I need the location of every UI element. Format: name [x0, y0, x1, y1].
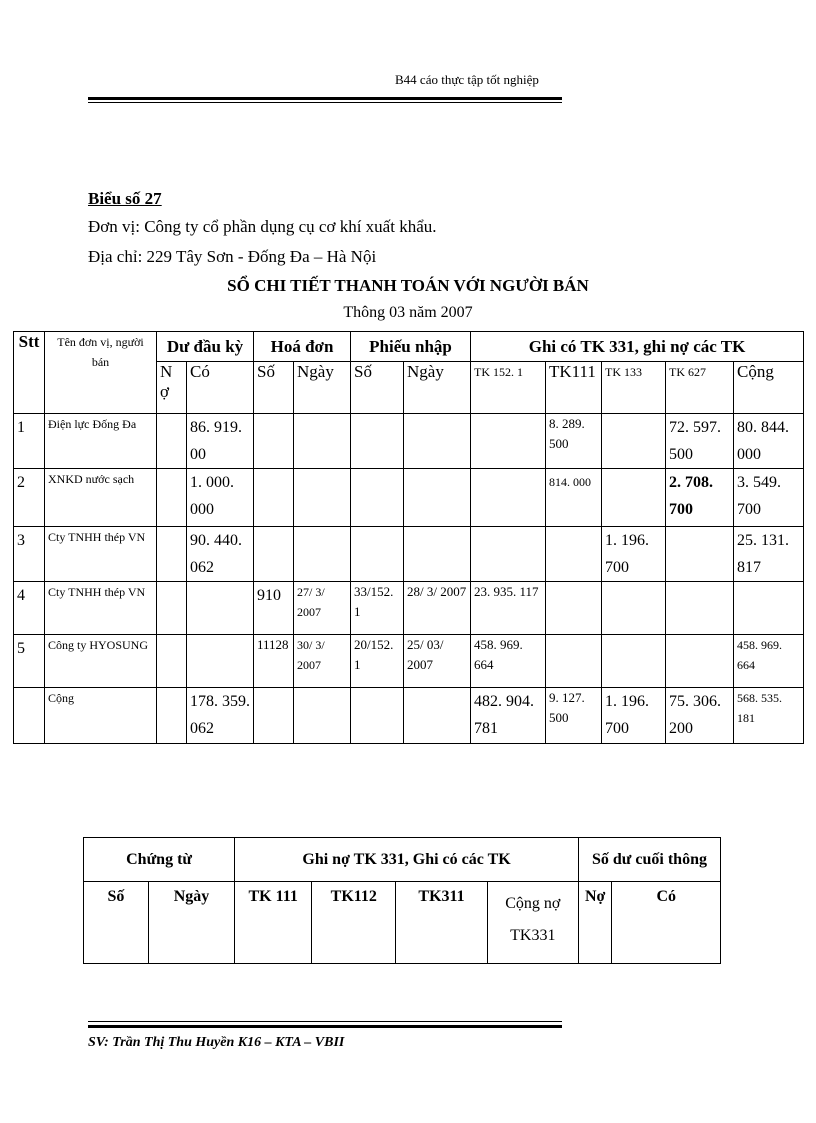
row-cong: 3. 549. 700 — [734, 469, 804, 527]
row-ngay-invoice — [294, 469, 351, 527]
row-tk152: 482. 904. 781 — [471, 688, 546, 744]
row-ngay-receipt: 28/ 3/ 2007 — [404, 582, 471, 635]
row-tk133 — [602, 414, 666, 469]
row-tk111 — [546, 635, 602, 688]
row-ngay-invoice — [294, 688, 351, 744]
footer-rule-thin — [88, 1021, 562, 1022]
col-stt: Stt — [14, 332, 45, 414]
company-address: Địa chỉ: 229 Tây Sơn - Đống Đa – Hà Nội — [88, 247, 377, 266]
row-name: Công ty HYOSUNG — [45, 635, 157, 688]
table-row — [14, 469, 804, 527]
row-co: 1. 000. 000 — [187, 469, 254, 527]
row-so-receipt — [351, 688, 404, 744]
row-ngay-invoice — [294, 414, 351, 469]
row-name: XNKD nước sạch — [45, 469, 157, 527]
col-cong-no — [487, 882, 578, 964]
row-tk627: 2. 708. 700 — [666, 469, 734, 527]
col-invoice: Hoá đơn — [254, 332, 351, 362]
row-cong — [734, 582, 804, 635]
footer-author: SV: Trần Thị Thu Huyền K16 – KTA – VBII — [88, 1035, 345, 1050]
row-ngay-invoice: 27/ 3/ 2007 — [294, 582, 351, 635]
col-co: Có — [612, 882, 721, 964]
row-tk111: 8. 289. 500 — [546, 414, 602, 469]
row-cong: 25. 131. 817 — [734, 527, 804, 582]
row-tk152: 23. 935. 117 — [471, 582, 546, 635]
debit-summary-table — [83, 837, 721, 964]
row-tk133: 1. 196. 700 — [602, 527, 666, 582]
row-so-invoice — [254, 469, 294, 527]
row-ngay-receipt — [404, 527, 471, 582]
col-ngay-receipt: Ngày — [404, 362, 471, 414]
row-co — [187, 635, 254, 688]
row-stt: 4 — [14, 582, 45, 635]
row-tk133: 1. 196. 700 — [602, 688, 666, 744]
col-supplier: Tên đơn vị, người bán — [45, 332, 157, 414]
row-so-receipt — [351, 414, 404, 469]
row-tk111 — [546, 527, 602, 582]
row-cong: 80. 844. 000 — [734, 414, 804, 469]
row-so-receipt: 33/152. 1 — [351, 582, 404, 635]
col-no: Nợ — [578, 882, 611, 964]
row-so-receipt — [351, 469, 404, 527]
row-cong: 568. 535. 181 — [734, 688, 804, 744]
summary-header-row — [84, 838, 721, 882]
row-so-receipt: 20/152. 1 — [351, 635, 404, 688]
col-tk152: TK 152. 1 — [471, 362, 546, 414]
table-row-total — [14, 688, 804, 744]
col-tk112: TK112 — [312, 882, 396, 964]
ledger-period: Thông 03 năm 2007 — [343, 304, 473, 321]
row-stt: 1 — [14, 414, 45, 469]
row-ngay-receipt — [404, 469, 471, 527]
row-so-invoice: 11128 — [254, 635, 294, 688]
col-tk311: TK311 — [396, 882, 487, 964]
row-name: Cty TNHH thép VN — [45, 527, 157, 582]
row-tk627 — [666, 635, 734, 688]
row-tk627: 72. 597. 500 — [666, 414, 734, 469]
row-stt: 2 — [14, 469, 45, 527]
col-debit331: Ghi nợ TK 331, Ghi có các TK — [235, 838, 579, 882]
row-tk133 — [602, 469, 666, 527]
col-cong: Cộng — [734, 362, 804, 414]
report-header-title: B44 cáo thực tập tốt nghiệp — [395, 72, 539, 87]
row-stt — [14, 688, 45, 744]
row-ngay-receipt: 25/ 03/ 2007 — [404, 635, 471, 688]
row-name: Cộng — [45, 688, 157, 744]
row-co — [187, 582, 254, 635]
supplier-ledger-table — [13, 331, 804, 744]
row-so-invoice — [254, 688, 294, 744]
col-tk111: TK111 — [546, 362, 602, 414]
ledger-title: SỔ CHI TIẾT THANH TOÁN VỚI NGƯỜI BÁN — [227, 276, 589, 295]
row-tk152 — [471, 469, 546, 527]
row-tk152 — [471, 414, 546, 469]
row-tk152: 458. 969. 664 — [471, 635, 546, 688]
col-so: Số — [84, 882, 149, 964]
row-no — [157, 527, 187, 582]
col-receipt: Phiếu nhập — [351, 332, 471, 362]
row-so-invoice — [254, 414, 294, 469]
table-row — [14, 582, 804, 635]
col-cong-no-line1: Cộng nợ — [505, 895, 561, 912]
table-row — [14, 414, 804, 469]
col-voucher: Chứng từ — [84, 838, 235, 882]
header-rule — [88, 97, 562, 100]
table-row — [14, 527, 804, 582]
row-tk133 — [602, 582, 666, 635]
row-no — [157, 582, 187, 635]
col-co: Có — [187, 362, 254, 414]
row-ngay-invoice — [294, 527, 351, 582]
col-cong-no-line2: TK331 — [510, 927, 556, 944]
row-tk627: 75. 306. 200 — [666, 688, 734, 744]
row-name: Cty TNHH thép VN — [45, 582, 157, 635]
col-so-receipt: Số — [351, 362, 404, 414]
row-co: 178. 359. 062 — [187, 688, 254, 744]
col-closing: Số dư cuối thông — [578, 838, 720, 882]
row-so-invoice — [254, 527, 294, 582]
row-cong: 458. 969. 664 — [734, 635, 804, 688]
row-no — [157, 688, 187, 744]
table-row — [14, 635, 804, 688]
footer-rule — [88, 1025, 562, 1028]
row-tk133 — [602, 635, 666, 688]
col-so-invoice: Số — [254, 362, 294, 414]
row-co: 86. 919. 00 — [187, 414, 254, 469]
col-no: N ợ — [157, 362, 187, 414]
row-no — [157, 635, 187, 688]
row-so-invoice: 910 — [254, 582, 294, 635]
company-unit: Đơn vị: Công ty cổ phần dụng cụ cơ khí xuất khẩu. — [88, 217, 437, 236]
row-ngay-receipt — [404, 414, 471, 469]
col-ngay-invoice: Ngày — [294, 362, 351, 414]
header-rule-thin — [88, 102, 562, 103]
col-tk627: TK 627 — [666, 362, 734, 414]
summary-subheader-row — [84, 882, 721, 964]
row-name: Điện lực Đống Đa — [45, 414, 157, 469]
ledger-header-row — [14, 332, 804, 362]
row-ngay-invoice: 30/ 3/ 2007 — [294, 635, 351, 688]
col-ngay: Ngày — [148, 882, 234, 964]
row-ngay-receipt — [404, 688, 471, 744]
row-so-receipt — [351, 527, 404, 582]
col-tk111: TK 111 — [235, 882, 312, 964]
form-label: Biểu số 27 — [88, 189, 162, 208]
col-opening: Dư đầu kỳ — [157, 332, 254, 362]
row-tk627 — [666, 527, 734, 582]
row-stt: 3 — [14, 527, 45, 582]
row-tk152 — [471, 527, 546, 582]
row-co: 90. 440. 062 — [187, 527, 254, 582]
row-tk111: 814. 000 — [546, 469, 602, 527]
row-stt: 5 — [14, 635, 45, 688]
row-no — [157, 469, 187, 527]
row-tk627 — [666, 582, 734, 635]
row-tk111: 9. 127. 500 — [546, 688, 602, 744]
col-tk133: TK 133 — [602, 362, 666, 414]
row-tk111 — [546, 582, 602, 635]
row-no — [157, 414, 187, 469]
col-credit331: Ghi có TK 331, ghi nợ các TK — [471, 332, 804, 362]
